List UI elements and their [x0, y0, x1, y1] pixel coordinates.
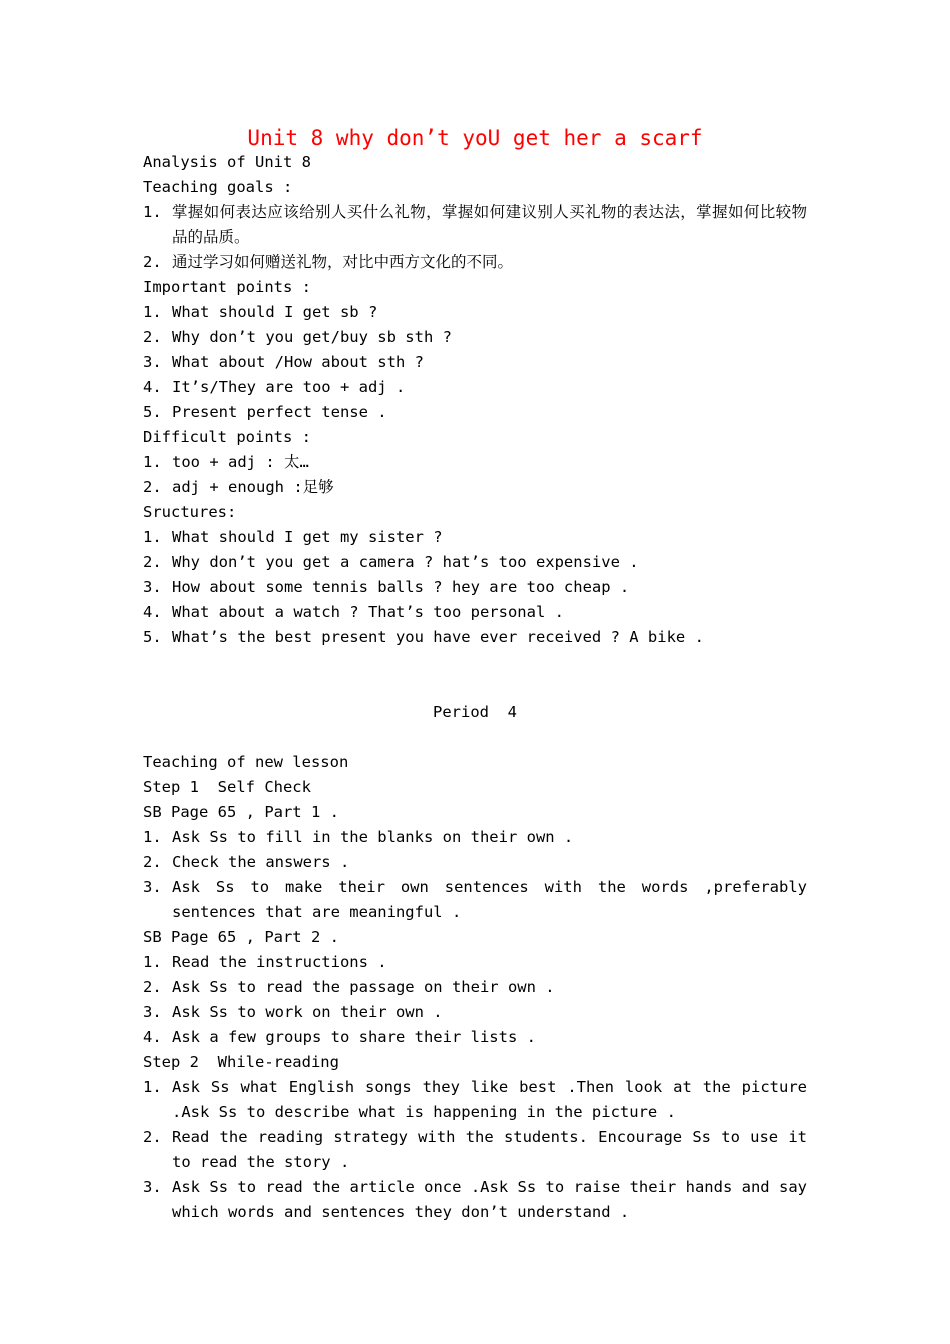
list-number: 1. [143, 303, 162, 321]
list-item [143, 400, 807, 425]
list-item [143, 1025, 807, 1050]
list-text: Why don’t you get a camera ? hat’s too expensive . [172, 553, 639, 571]
list-text: Ask Ss to read the article once .Ask Ss to raise their hands and say which words and sentences they don’t understand . [172, 1178, 807, 1221]
list-text: 掌握如何表达应该给别人买什么礼物，掌握如何建议别人买礼物的表达法，掌握如何比较物品的品质。 [172, 203, 807, 246]
list-item [143, 600, 807, 625]
list-number: 3. [143, 353, 162, 371]
list-number: 2. [143, 478, 162, 496]
list-number: 5. [143, 628, 162, 646]
list-text: 通过学习如何赠送礼物，对比中西方文化的不同。 [172, 253, 514, 271]
list-text: Ask Ss what English songs they like best .Then look at the picture .Ask Ss to describe what is happening in the picture . [172, 1078, 807, 1121]
list-item [143, 975, 807, 1000]
list-number: 1. [143, 203, 162, 221]
spacer [143, 725, 807, 750]
list-item [143, 1125, 807, 1175]
step-heading: Step 2 While-reading [143, 1053, 339, 1071]
list-text: What about /How about sth ? [172, 353, 424, 371]
list-number: 1. [143, 953, 162, 971]
list-number: 1. [143, 828, 162, 846]
list-number: 2. [143, 978, 162, 996]
list-text: What about a watch ? That’s too personal . [172, 603, 564, 621]
document-body [143, 150, 807, 1225]
list-number: 2. [143, 1128, 162, 1146]
list-text: Ask a few groups to share their lists . [172, 1028, 536, 1046]
list-text: Read the reading strategy with the students. Encourage Ss to use it to read the story . [172, 1128, 807, 1171]
spacer [143, 675, 807, 700]
list-number: 4. [143, 378, 162, 396]
list-item [143, 950, 807, 975]
list-number: 2. [143, 328, 162, 346]
list-number: 3. [143, 1178, 162, 1196]
step-heading: Step 1 Self Check [143, 778, 311, 796]
structures-heading: Sructures: [143, 503, 237, 521]
list-item [143, 250, 807, 275]
list-text: Ask Ss to work on their own . [172, 1003, 443, 1021]
list-item [143, 875, 807, 925]
list-number: 4. [143, 603, 162, 621]
list-item [143, 300, 807, 325]
list-item [143, 1175, 807, 1225]
spacer [143, 650, 807, 675]
sb-page-heading: SB Page 65 , Part 1 . [143, 803, 339, 821]
list-item [143, 475, 807, 500]
list-text: Check the answers . [172, 853, 350, 871]
period-heading: Period 4 [433, 703, 517, 721]
lesson-heading: Teaching of new lesson [143, 753, 349, 771]
list-number: 2. [143, 553, 162, 571]
list-number: 2. [143, 853, 162, 871]
list-number: 1. [143, 453, 162, 471]
list-item [143, 1075, 807, 1125]
list-number: 3. [143, 578, 162, 596]
list-text: What should I get sb ? [172, 303, 378, 321]
list-text: Why don’t you get/buy sb sth ? [172, 328, 452, 346]
list-text: Ask Ss to read the passage on their own . [172, 978, 555, 996]
list-text: Ask Ss to make their own sentences with the words ,preferably sentences that are meaningful . [172, 878, 807, 921]
list-item [143, 550, 807, 575]
sb-page-heading: SB Page 65 , Part 2 . [143, 928, 339, 946]
difficult-points-heading: Difficult points : [143, 428, 311, 446]
list-item [143, 1000, 807, 1025]
list-text: It’s/They are too + adj . [172, 378, 406, 396]
list-number: 3. [143, 1003, 162, 1021]
list-item [143, 200, 807, 250]
teaching-goals-heading: Teaching goals : [143, 178, 293, 196]
list-text: adj + enough :足够 [172, 478, 334, 496]
list-number: 1. [143, 528, 162, 546]
list-item [143, 375, 807, 400]
list-item [143, 350, 807, 375]
important-points-heading: Important points : [143, 278, 311, 296]
list-item [143, 625, 807, 650]
list-item [143, 825, 807, 850]
list-text: Ask Ss to fill in the blanks on their own . [172, 828, 574, 846]
list-text: How about some tennis balls ? hey are too cheap . [172, 578, 630, 596]
list-number: 3. [143, 878, 162, 896]
document-title: Unit 8 why don’t yoU get her a scarf [247, 126, 703, 150]
list-number: 2. [143, 253, 162, 271]
list-item [143, 850, 807, 875]
list-item [143, 575, 807, 600]
list-item [143, 450, 807, 475]
list-number: 4. [143, 1028, 162, 1046]
list-number: 1. [143, 1078, 162, 1096]
list-text: Read the instructions . [172, 953, 387, 971]
list-text: too + adj : 太… [172, 453, 309, 471]
analysis-heading: Analysis of Unit 8 [143, 153, 311, 171]
list-item [143, 325, 807, 350]
list-text: What should I get my sister ? [172, 528, 443, 546]
list-text: What’s the best present you have ever received ? A bike . [172, 628, 704, 646]
list-text: Present perfect tense . [172, 403, 387, 421]
list-number: 5. [143, 403, 162, 421]
list-item [143, 525, 807, 550]
